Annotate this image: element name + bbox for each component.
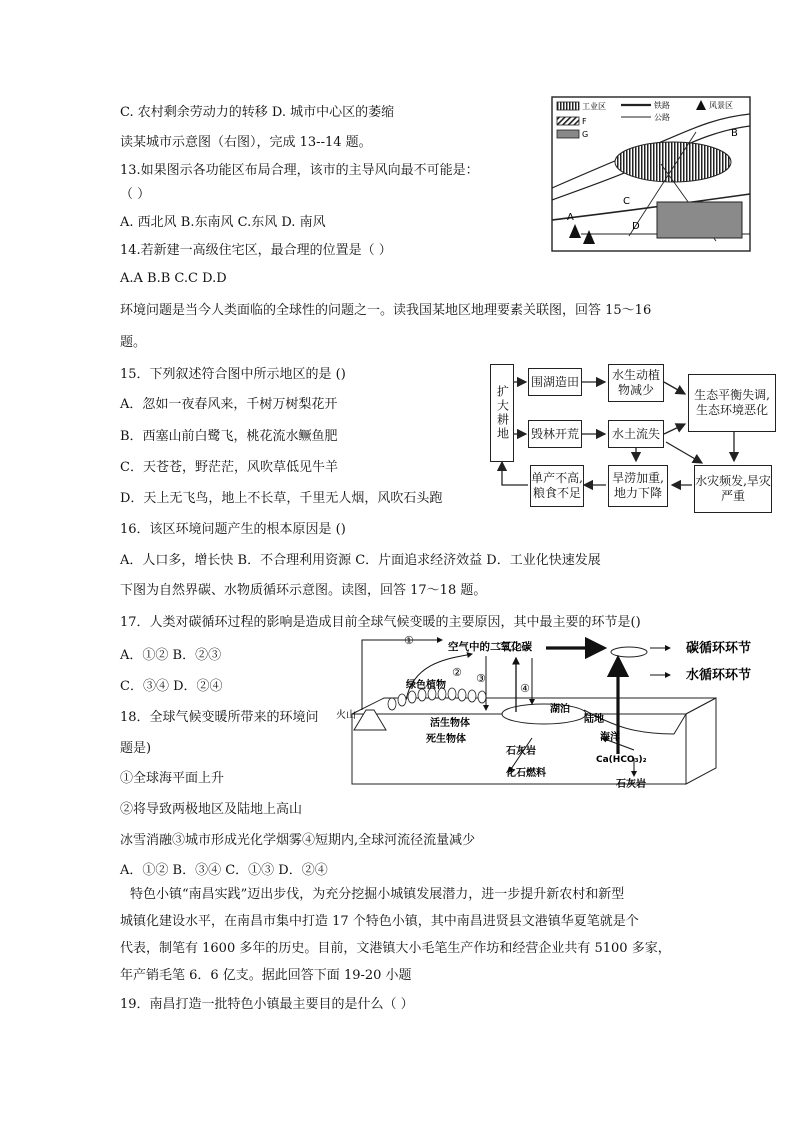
statement-18-2: ②将导致两极地区及陆地上高山 [120, 802, 303, 817]
label-b: B [731, 128, 738, 139]
legend-scenic-label: 风景区 [709, 101, 733, 110]
cahco3-label: Ca(HCO₃)₂ [596, 755, 647, 765]
question-19: 19．南昌打造一批特色小镇最主要目的是什么（ ） [120, 997, 414, 1012]
limestone-label-2: 石灰岩 [616, 779, 646, 790]
statement-18-1: ①全球海平面上升 [120, 771, 225, 786]
box-expand-farmland: 扩大耕地 [490, 364, 514, 462]
box-low-yield: 单产不高,粮食不足 [530, 465, 584, 507]
legend-g-label: G [582, 130, 589, 139]
cloud-shape [611, 647, 647, 657]
box-disasters-frequent: 水灾频发,旱灾严重 [694, 465, 772, 513]
options-13: A. 西北风 B.东南风 C.东风 D. 南风 [120, 215, 326, 230]
flow-chart [488, 362, 778, 520]
box-soil-erosion: 水土流失 [608, 420, 664, 448]
statement-18-3-4: 冰雪消融③城市形成光化学烟雾④短期内,全球河流径流量减少 [120, 833, 476, 848]
lake-shape [502, 704, 586, 724]
legend-carbon-label: 碳循环环节 [686, 641, 752, 656]
box-deforestation: 毁林开荒 [528, 420, 582, 448]
legend-road-label: 公路 [654, 113, 670, 122]
co2-label: 空气中的二氧化碳 [448, 641, 532, 653]
options-17-ab: A．①② B．②③ [120, 648, 222, 663]
options-17-cd: C．③④ D．②④ [120, 679, 223, 694]
option-15-d: D．天上无飞鸟，地上不长草，千里无人烟，风吹石头跑 [120, 491, 443, 506]
question-16: 16．该区环境问题产生的根本原因是 () [120, 522, 346, 537]
marker-3: ③ [476, 672, 486, 685]
label-a: A [567, 212, 574, 223]
answer-blank-13: （ ） [120, 187, 151, 202]
limestone-label-1: 石灰岩 [506, 746, 536, 757]
label-d: D [632, 221, 640, 232]
volcano-label: 火山 [336, 710, 356, 721]
green-plants-label: 绿色植物 [406, 680, 446, 691]
passage-19-20-line2: 城镇化建设水平，在南昌市集中打造 17 个特色小镇，其中南昌进贤县文港镇华夏笔就是个 [120, 914, 639, 929]
legend-g-swatch [557, 130, 579, 138]
lake-label: 湖泊 [550, 704, 570, 715]
box-aquatic-decline: 水生动植物减少 [608, 364, 664, 402]
passage-19-20-line4: 年产销毛笔 6．6 亿支。据此回答下面 19-20 小题 [120, 968, 412, 983]
passage-19-20-line1: 特色小镇“南昌实践”迈出步伐，为充分挖掘小城镇发展潜力，进一步提升新农村和新型 [130, 887, 625, 902]
cycle-diagram [334, 630, 774, 800]
legend-industrial-label: 工业区 [582, 102, 606, 111]
intro-15-16-cont: 题。 [120, 335, 147, 350]
legend-railway-label: 铁路 [654, 101, 670, 110]
ocean-label: 海洋 [600, 732, 620, 743]
passage-19-20-line3: 代表，制笔有 1600 多年的历史。目前，文港镇大小毛笔生产作坊和经营企业共有 5100 多家， [120, 941, 671, 956]
options-14: A.A B.B C.C D.D [120, 271, 227, 286]
options-16: A．人口多，增长快 B．不合理利用资源 C．片面追求经济效益 D．工业化快速发展 [120, 553, 601, 568]
options-18: A．①② B．③④ C．①③ D．②④ [120, 863, 328, 878]
industrial-zone [615, 142, 731, 182]
legend-industrial-swatch [557, 102, 579, 110]
question-14: 14.若新建一高级住宅区，最合理的位置是（ ） [120, 243, 392, 258]
option-15-a: A．忽如一夜春风来，千树万树梨花开 [120, 397, 338, 412]
g-zone [657, 202, 742, 238]
box-lake-reclamation: 围湖造田 [528, 368, 582, 396]
question-18: 18．全球气候变暖所带来的环境问 [120, 710, 319, 725]
living-organisms-label: 活生物体 [430, 718, 470, 729]
option-15-b: B．西塞山前白鹭飞，桃花流水鳜鱼肥 [120, 429, 338, 444]
question-13: 13.如果图示各功能区布局合理，该市的主导风向最不可能是： [120, 163, 479, 178]
fossil-fuel-label: 化石燃料 [506, 768, 546, 779]
marker-1: ① [404, 634, 414, 647]
city-map [551, 96, 751, 252]
land-label: 陆地 [584, 714, 604, 725]
question-17: 17．人类对碳循环过程的影响是造成目前全球气候变暖的主要原因，其中最主要的环节是() [120, 615, 641, 630]
intro-15-16: 环境问题是当今人类面临的全球性的问题之一。读我国某地区地理要素关联图，回答 15～16 [120, 303, 652, 318]
label-c: C [623, 196, 630, 207]
legend-f-swatch [557, 117, 579, 125]
option-line-cd: C. 农村剩余劳动力的转移 D. 城市中心区的萎缩 [120, 105, 395, 120]
legend-f-label: F [582, 117, 587, 126]
box-flood-drought-worse: 旱涝加重,地力下降 [608, 465, 668, 507]
question-15: 15．下列叙述符合图中所示地区的是 () [120, 367, 346, 382]
dead-organisms-label: 死生物体 [426, 734, 466, 745]
question-18-cont: 题是) [120, 741, 152, 756]
option-15-c: C．天苍苍，野茫茫，风吹草低见牛羊 [120, 460, 338, 475]
legend-water-label: 水循环环节 [686, 668, 752, 683]
marker-2: ② [452, 666, 462, 679]
intro-13-14: 读某城市示意图（右图），完成 13--14 题。 [120, 135, 372, 150]
box-ecological-imbalance: 生态平衡失调,生态环境恶化 [688, 374, 776, 432]
intro-17-18: 下图为自然界碳、水物质循环示意图。读图，回答 17～18 题。 [120, 583, 487, 598]
marker-4: ④ [520, 682, 530, 695]
